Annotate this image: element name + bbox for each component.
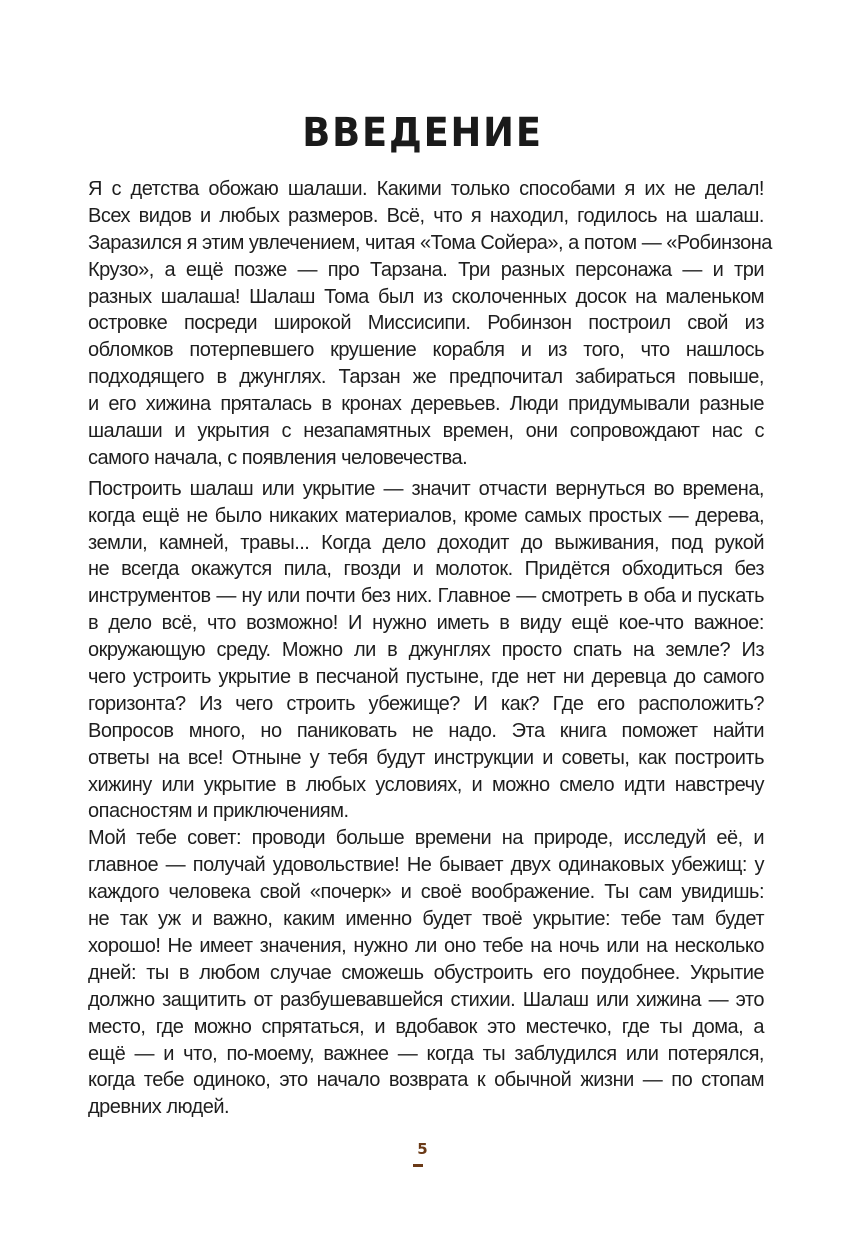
text-line: не всегда окажутся пила, гвозди и молоток. Придётся обходиться без (88, 558, 764, 581)
text-line: горизонта? Из чего строить убежище? И как? Где его расположить? (88, 692, 764, 715)
text-line: Всех видов и любых размеров. Всё, что я находил, годилось на шалаш. (88, 204, 764, 227)
page-number-underline (413, 1164, 423, 1167)
text-line: и его хижина пряталась в кронах деревьев. Люди придумывали разные (88, 393, 764, 416)
text-line: самого начала, с появления человечества. (88, 446, 468, 469)
text-line: Построить шалаш или укрытие — значит отчасти вернуться во времена, (88, 477, 764, 500)
text-line: место, где можно спрятаться, и вдобавок это местечко, где ты дома, а (88, 1015, 764, 1038)
text-line: когда тебе одиноко, это начало возврата к обычной жизни — по стопам (88, 1069, 764, 1092)
text-line: в дело всё, что возможно! И нужно иметь в виду ещё кое-что важное: (88, 612, 764, 635)
text-line: островке посреди широкой Миссисипи. Робинзон построил свой из (88, 312, 764, 335)
chapter-title: ВВЕДЕНИЕ (302, 110, 543, 156)
text-line: дней: ты в любом случае сможешь обустроить его поудобнее. Укрытие (88, 961, 764, 984)
text-line: земли, камней, травы... Когда дело доходит до выживания, под рукой (88, 531, 764, 554)
paragraph (88, 176, 772, 472)
text-line: ответы на все! Отныне у тебя будут инструкции и советы, как построить (88, 746, 764, 769)
paragraph (88, 825, 764, 1121)
text-line: хижину или укрытие в любых условиях, и можно смело идти навстречу (88, 773, 764, 796)
text-line: подходящего в джунглях. Тарзан же предпочитал забираться повыше, (88, 366, 764, 389)
text-line: обломков потерпевшего крушение корабля и из того, что нашлось (88, 339, 764, 362)
text-line: Я с детства обожаю шалаши. Какими только способами я их не делал! (88, 178, 764, 200)
text-line: ещё — и что, по-моему, важнее — когда ты заблудился или потерялся, (88, 1042, 764, 1065)
text-line: должно защитить от разбушевавшейся стихии. Шалаш или хижина — это (88, 988, 764, 1011)
text-line: Вопросов много, но паниковать не надо. Эта книга поможет найти (88, 719, 764, 742)
text-line: окружающую среду. Можно ли в джунглях просто спать на земле? Из (88, 639, 764, 662)
text-line: инструментов — ну или почти без них. Главное — смотреть в оба и пускать (88, 585, 764, 608)
text-line: шалаши и укрытия с незапамятных времен, они сопровождают нас с (88, 420, 764, 443)
text-line: чего устроить укрытие в песчаной пустыне, где нет ни деревца до самого (88, 666, 764, 689)
text-line: Мой тебе совет: проводи больше времени на природе, исследуй её, и (88, 827, 764, 850)
text-line: опасностям и приключениям. (88, 800, 349, 823)
text-line: главное — получай удовольствие! Не бывает двух одинаковых убежищ: у (88, 854, 764, 877)
text-line: каждого человека свой «почерк» и своё воображение. Ты сам увидишь: (88, 881, 764, 904)
text-line: хорошо! Не имеет значения, нужно ли оно тебе на ночь или на несколько (88, 934, 764, 957)
text-line: Заразился я этим увлечением, читая «Тома Сойера», а потом — «Робинзона (88, 231, 772, 254)
page-number: 5 (417, 1140, 428, 1158)
text-line: Крузо», а ещё позже — про Тарзана. Три разных персонажа — и три (88, 258, 764, 281)
body-text (88, 176, 772, 1121)
text-line: древних людей. (88, 1096, 230, 1119)
text-line: не так уж и важно, каким именно будет твоё укрытие: тебе там будет (88, 908, 764, 931)
text-line: когда ещё не было никаких материалов, кроме самых простых — дерева, (88, 504, 764, 527)
paragraph (88, 476, 764, 826)
text-line: разных шалаша! Шалаш Тома был из сколоченных досок на маленьком (88, 285, 764, 308)
